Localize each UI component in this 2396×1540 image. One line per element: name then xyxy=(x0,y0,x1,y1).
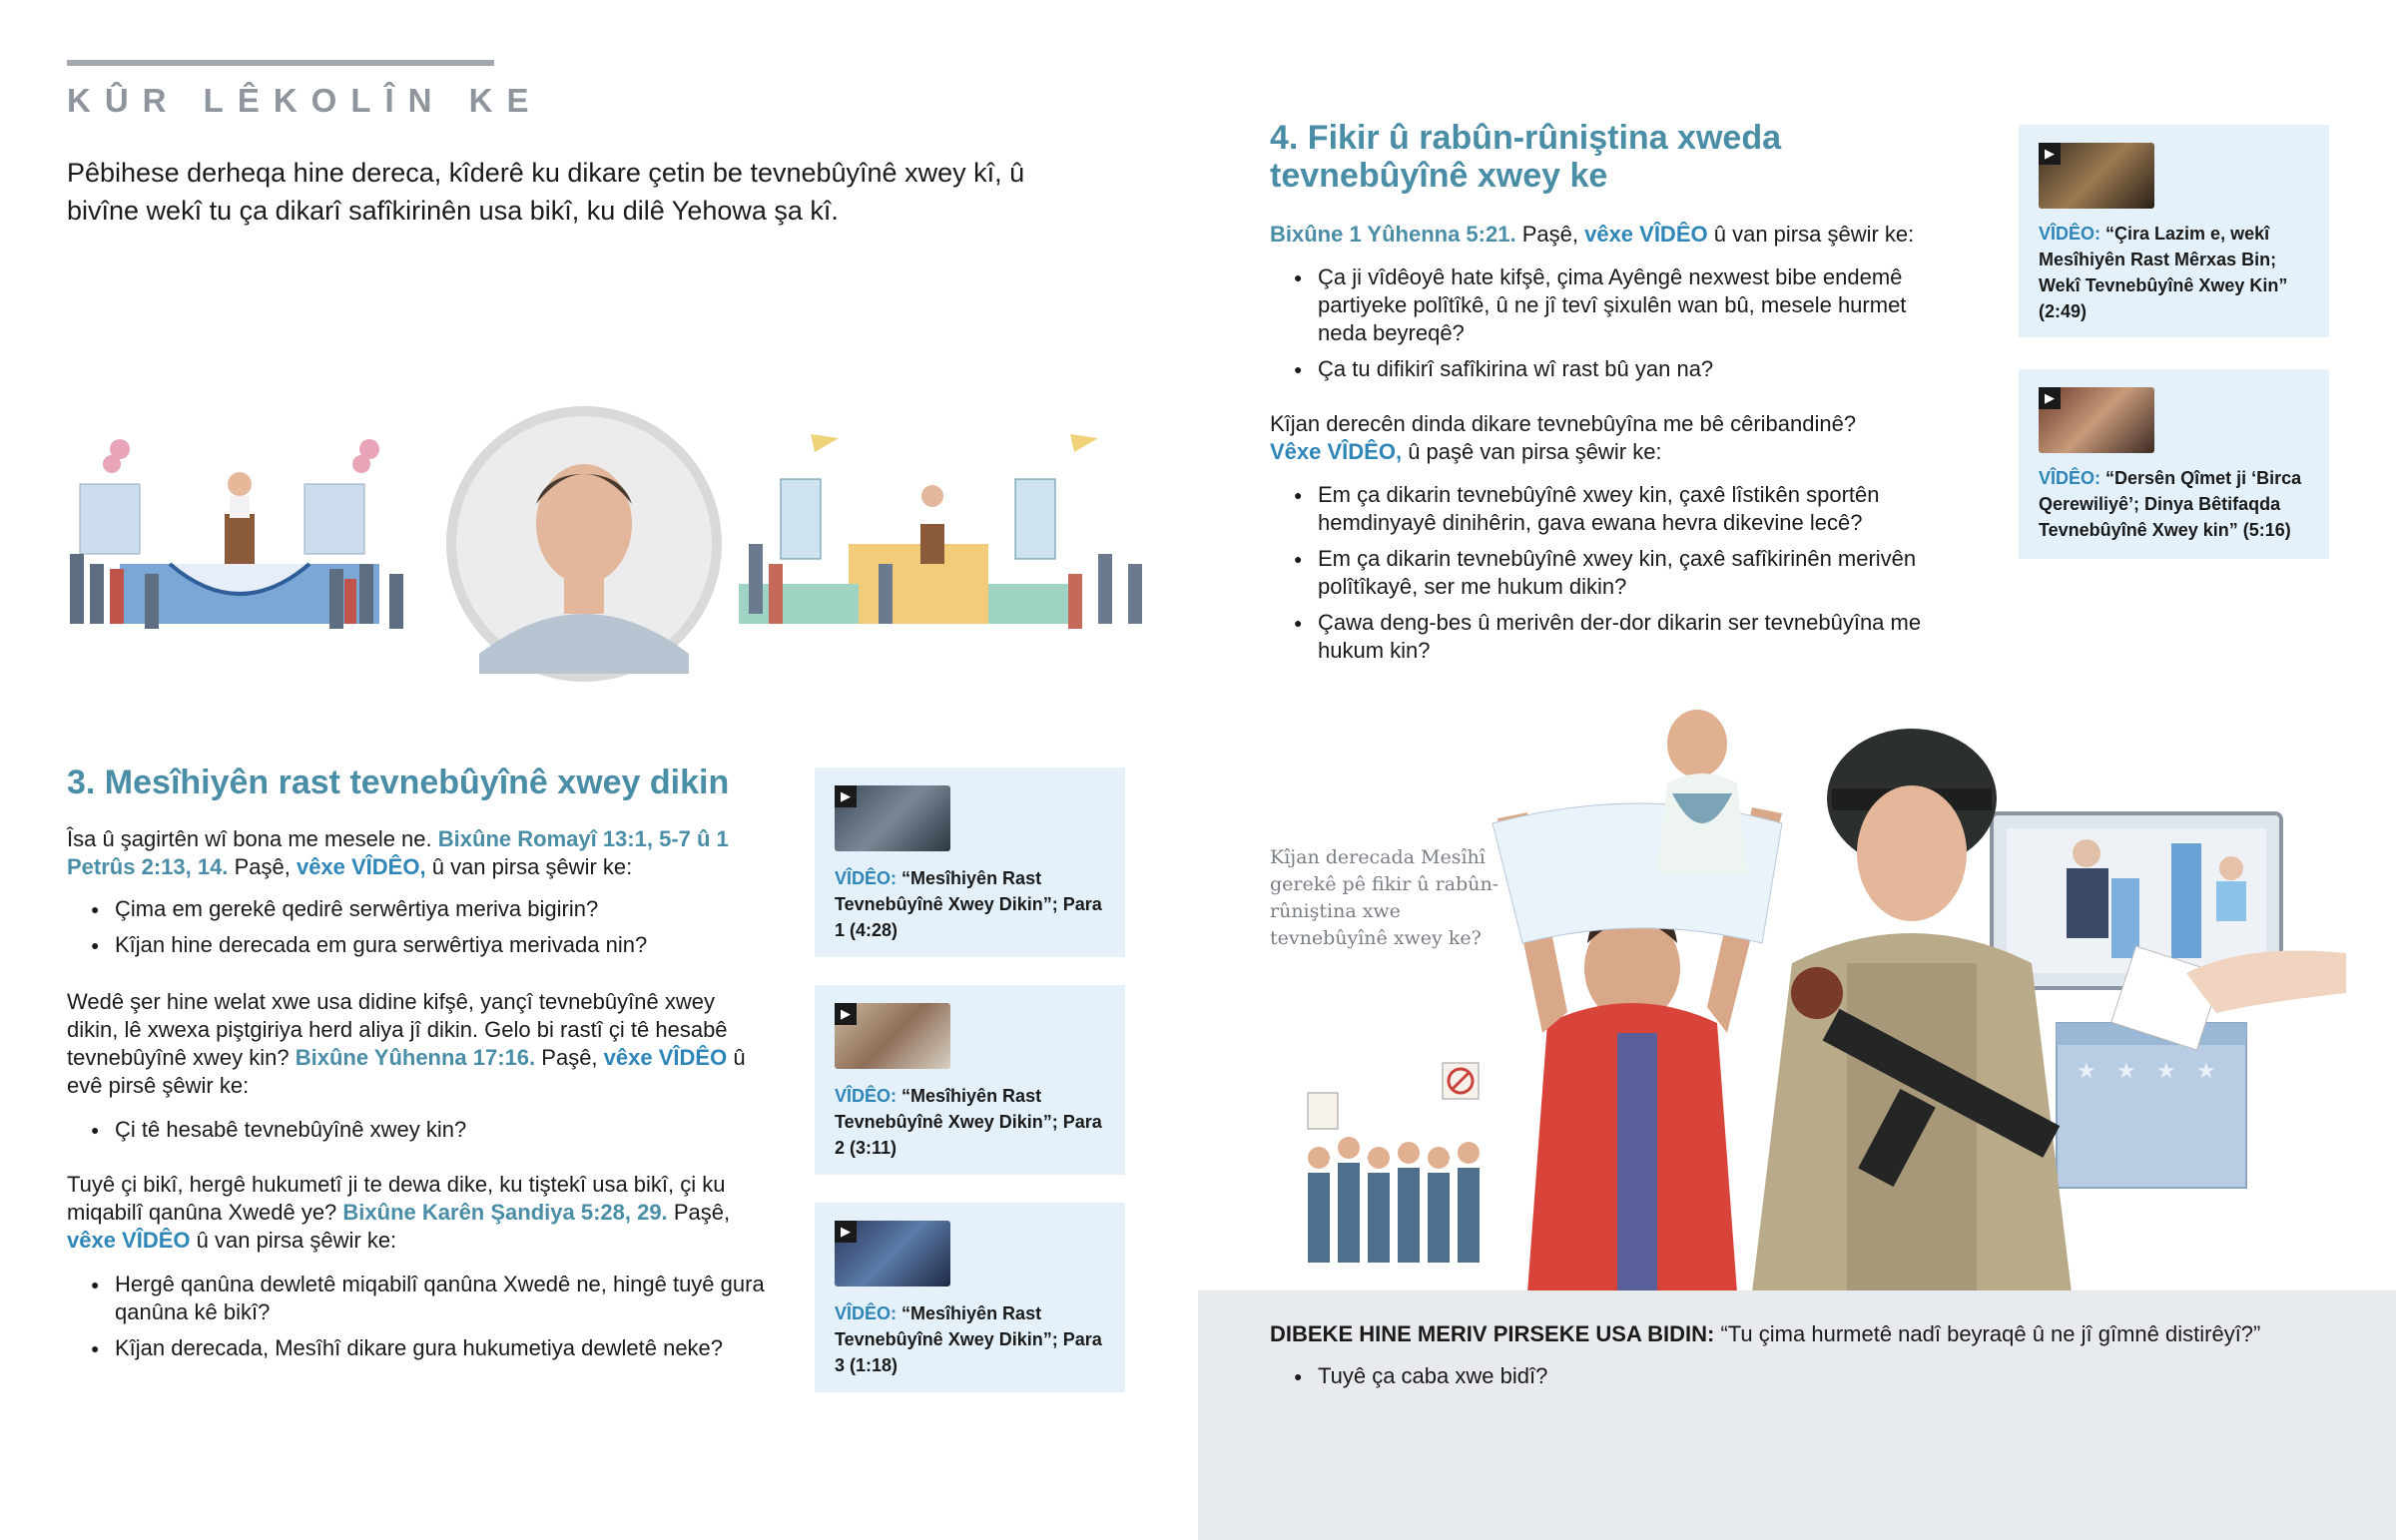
video-card[interactable] xyxy=(815,1203,1125,1392)
video-card[interactable] xyxy=(2019,369,2329,559)
question-list xyxy=(1270,256,1949,391)
others-may-ask-text xyxy=(1270,1320,2368,1348)
video-caption xyxy=(835,865,1104,943)
video-link[interactable]: vêxe VÎDÊO, xyxy=(296,854,426,879)
video-thumbnail[interactable] xyxy=(2039,387,2154,453)
paragraph-text: û paşê van pirsa şêwir ke: xyxy=(1408,439,1662,464)
paragraph-text: Îsa û şagirtên wî bona me mesele ne. xyxy=(67,826,432,851)
scripture-reference-link[interactable]: Bixûne 1 Yûhenna 5:21. xyxy=(1270,222,1516,247)
question-item: ● Çawa deng-bes û merivên der-dor dikarin ser tevnebûyîna me hukum kin? xyxy=(1270,609,1949,665)
paragraph-text: û evê pirsê şêwir ke: xyxy=(67,1045,746,1098)
paragraph-text: Wedê şer hine welat xwe usa didine kifşê, yançî tevnebûyînê xwey dikin, lê xwexa piştgiriya herd aliya jî dikin. Gelo bi rastî çi tê hesabê tevnebûyînê xwey kin? xyxy=(67,989,728,1070)
illustration-caption: Kîjan derecada Mesîhî gerekê pê fikir û rabûn-rûniştina xwe tevnebûyînê xwey ke? xyxy=(1270,846,1499,949)
scripture-reference-link[interactable]: Bixûne Karên Şandiya 5:28, 29. xyxy=(342,1200,668,1225)
question-list xyxy=(67,1108,766,1152)
play-icon: ▶ xyxy=(2039,387,2061,409)
paragraph-text: û van pirsa şêwir ke: xyxy=(196,1228,397,1253)
section-label: KÛR LÊKOLÎN KE xyxy=(67,82,543,119)
scripture-reference-link[interactable]: Bixûne Romayî 13:1, 5-7 û 1 Petrûs 2:13, 14. xyxy=(67,826,729,879)
video-thumbnail[interactable] xyxy=(835,1221,950,1286)
video-title: “Mesîhiyên Rast Tevnebûyînê Xwey Dikin”; Para 3 (1:18) xyxy=(835,1303,1102,1375)
intro-text: Pêbihese derheqa hine dereca, kîderê ku dikare çetin be tevnebûyînê xwey kî, û bivîne wekî tu ça dikarî safîkirinên usa bikî, ku dilê Yehowa şa kî. xyxy=(67,158,1025,226)
question-item: ● Ça tu difikirî safîkirina wî rast bû yan na? xyxy=(1270,355,1949,383)
section-4-paragraph-1 xyxy=(1270,221,1969,249)
rally-illustration xyxy=(60,404,1158,684)
video-label: VÎDÊO: xyxy=(835,1303,898,1323)
play-icon: ▶ xyxy=(835,1003,857,1025)
video-caption xyxy=(2039,221,2313,324)
question-item: ● Em ça dikarin tevnebûyînê xwey kin, çaxê lîstikên sportên hemdinyayê dinihêrin, gava ewana hevra dikevine lecê? xyxy=(1270,481,1949,537)
video-link[interactable]: vêxe VÎDÊO xyxy=(67,1228,191,1253)
paragraph-text: û van pirsa şêwir ke: xyxy=(431,854,633,879)
video-label: VÎDÊO: xyxy=(2039,468,2101,488)
svg-text:★: ★ xyxy=(2116,1058,2136,1083)
video-thumbnail[interactable] xyxy=(835,785,950,851)
question-item: ● Kîjan hine derecada em gura serwêrtiya merivada nin? xyxy=(67,931,766,959)
video-label: VÎDÊO: xyxy=(835,1086,898,1106)
video-link[interactable]: vêxe VÎDÊO xyxy=(1584,222,1708,247)
section-3-paragraph-3 xyxy=(67,1171,756,1255)
scripture-reference-link[interactable]: Bixûne Yûhenna 17:16. xyxy=(295,1045,536,1070)
video-link[interactable]: vêxe VÎDÊO xyxy=(603,1045,728,1070)
play-icon: ▶ xyxy=(835,1221,857,1243)
video-thumbnail[interactable] xyxy=(2039,143,2154,209)
svg-text:★: ★ xyxy=(2196,1058,2216,1083)
question-item: ● Tuyê ça caba xwe bidî? xyxy=(1270,1362,1969,1390)
paragraph-text: Paşê, xyxy=(541,1045,598,1070)
video-title: “Çira Lazim e, wekî Mesîhiyên Rast Mêrxas Bin; Wekî Tevnebûyînê Xwey Kin” (2:49) xyxy=(2039,224,2288,321)
section-3-paragraph-1 xyxy=(67,825,766,881)
video-caption xyxy=(835,1083,1104,1161)
paragraph-text: Paşê, xyxy=(1521,222,1578,247)
svg-text:★: ★ xyxy=(2077,1058,2096,1083)
paragraph-text: Kîjan derecên dinda dikare tevnebûyîna me bê cêribandinê? xyxy=(1270,411,1857,436)
illustration-scene xyxy=(1288,704,2396,1292)
video-label: VÎDÊO: xyxy=(2039,224,2101,244)
video-link[interactable]: Vêxe VÎDÊO, xyxy=(1270,439,1403,464)
question-item: ● Ça ji vîdêoyê hate kifşê, çima Ayêngê nexwest bibe endemê partiyeke polîtîkê, û ne jî tevî şixulên wan bû, mesele hurmet neda beyreqê? xyxy=(1270,263,1949,347)
question-list xyxy=(1270,1354,1969,1398)
video-thumbnail[interactable] xyxy=(835,1003,950,1069)
panel-quote: “Tu çima hurmetê nadî beyraqê û ne jî gîmnê distirêyî?” xyxy=(1720,1321,2261,1346)
video-card[interactable] xyxy=(815,985,1125,1175)
video-title: “Dersên Qîmet ji ‘Birca Qerewiliyê’; Dinya Bêtifaqda Tevnebûyînê Xwey kin” (5:16) xyxy=(2039,468,2302,540)
paragraph-text: Paşê, xyxy=(673,1200,731,1225)
play-icon: ▶ xyxy=(835,785,857,807)
video-caption xyxy=(835,1300,1104,1378)
question-list xyxy=(67,887,766,967)
video-card[interactable] xyxy=(2019,125,2329,337)
panel-lead: DIBEKE HINE MERIV PIRSEKE USA BIDIN: xyxy=(1270,1321,1715,1346)
play-icon: ▶ xyxy=(2039,143,2061,165)
question-item: ● Kîjan derecada, Mesîhî dikare gura hukumetiya dewletê neke? xyxy=(67,1334,766,1362)
paragraph-text: û van pirsa şêwir ke: xyxy=(1713,222,1915,247)
paragraph-text: Tuyê çi bikî, hergê hukumetî ji te dewa dike, ku tiştekî usa bikî, çi ku miqabilî qanûna Xwedê ye? xyxy=(67,1172,726,1225)
video-caption xyxy=(2039,465,2313,543)
question-list xyxy=(67,1263,766,1370)
section-3-paragraph-2 xyxy=(67,988,766,1100)
paragraph-text: Paşê, xyxy=(234,854,291,879)
question-item: ● Çima em gerekê qedirê serwêrtiya meriva bigirin? xyxy=(67,895,766,923)
question-list xyxy=(1270,473,1949,673)
video-title: “Mesîhiyên Rast Tevnebûyînê Xwey Dikin”; Para 2 (3:11) xyxy=(835,1086,1102,1158)
section-4-title: 4. Fikir û rabûn-rûniştina xweda tevnebûyînê xwey ke xyxy=(1270,119,1781,195)
section-4-paragraph-2 xyxy=(1270,410,1969,466)
video-label: VÎDÊO: xyxy=(835,868,898,888)
section-divider xyxy=(67,60,494,66)
svg-text:★: ★ xyxy=(2156,1058,2176,1083)
political-rally-scene xyxy=(60,404,1158,684)
question-item: ● Em ça dikarin tevnebûyînê xwey kin, çaxê safîkirinên merivên polîtîkayê, ser me hukum dikin? xyxy=(1270,545,1949,601)
section-3-title: 3. Mesîhiyên rast tevnebûyînê xwey dikin xyxy=(67,764,730,801)
neutrality-illustration xyxy=(1288,704,2396,1292)
question-item: ● Çi tê hesabê tevnebûyînê xwey kin? xyxy=(67,1116,766,1144)
video-title: “Mesîhiyên Rast Tevnebûyînê Xwey Dikin”; Para 1 (4:28) xyxy=(835,868,1102,940)
video-card[interactable] xyxy=(815,768,1125,957)
question-item: ● Hergê qanûna dewletê miqabilî qanûna Xwedê ne, hingê tuyê gura qanûna kê bikî? xyxy=(67,1271,766,1326)
